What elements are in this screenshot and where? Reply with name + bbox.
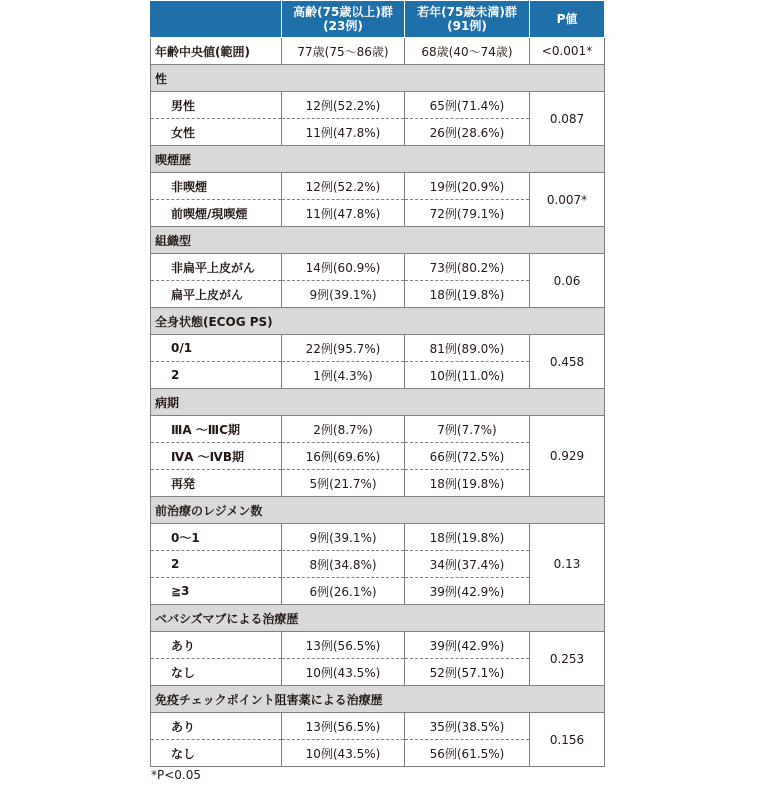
section-title: 喫煙歴: [151, 146, 605, 173]
table-row: [151, 416, 605, 443]
young-group-value: 10例(11.0%): [405, 362, 530, 389]
section-title: 病期: [151, 389, 605, 416]
table-row: [151, 524, 605, 551]
old-group-value: 16例(69.6%): [282, 443, 405, 470]
row-label: 女性: [151, 119, 282, 146]
young-group-value: 73例(80.2%): [405, 254, 530, 281]
old-group-value: 14例(60.9%): [282, 254, 405, 281]
section-header-row: [151, 497, 605, 524]
old-group-value: 8例(34.8%): [282, 551, 405, 578]
age-p: <0.001*: [530, 38, 605, 65]
young-group-value: 18例(19.8%): [405, 470, 530, 497]
young-group-value: 52例(57.1%): [405, 659, 530, 686]
p-value: 0.06: [530, 254, 605, 308]
section-header-row: [151, 308, 605, 335]
row-label: ⅢA 〜ⅢC期: [151, 416, 282, 443]
old-group-value: 9例(39.1%): [282, 524, 405, 551]
section-title: 性: [151, 65, 605, 92]
table-row: [151, 713, 605, 740]
row-label: 非扁平上皮がん: [151, 254, 282, 281]
young-group-value: 34例(37.4%): [405, 551, 530, 578]
row-label: 2: [151, 551, 282, 578]
young-group-value: 56例(61.5%): [405, 740, 530, 767]
row-label: なし: [151, 659, 282, 686]
row-label: 扁平上皮がん: [151, 281, 282, 308]
young-group-value: 66例(72.5%): [405, 443, 530, 470]
section-title: 免疫チェックポイント阻害薬による治療歴: [151, 686, 605, 713]
p-value: 0.253: [530, 632, 605, 686]
section-title: ベバシズマブによる治療歴: [151, 605, 605, 632]
old-group-value: 11例(47.8%): [282, 200, 405, 227]
row-label: 再発: [151, 470, 282, 497]
old-group-value: 2例(8.7%): [282, 416, 405, 443]
young-group-value: 35例(38.5%): [405, 713, 530, 740]
old-group-value: 12例(52.2%): [282, 173, 405, 200]
young-group-value: 18例(19.8%): [405, 281, 530, 308]
row-label: あり: [151, 713, 282, 740]
age-young: 68歳(40〜74歳): [405, 38, 530, 65]
old-group-value: 10例(43.5%): [282, 740, 405, 767]
young-group-value: 18例(19.8%): [405, 524, 530, 551]
table-row: [151, 632, 605, 659]
old-group-value: 13例(56.5%): [282, 632, 405, 659]
footnote: *P<0.05: [151, 768, 202, 782]
p-value: 0.007*: [530, 173, 605, 227]
section-header-row: [151, 389, 605, 416]
age-label: 年齢中央値(範囲): [151, 38, 282, 65]
row-label: 2: [151, 362, 282, 389]
section-title: 前治療のレジメン数: [151, 497, 605, 524]
header-young-group: 若年(75歳未満)群 (91例): [405, 1, 530, 38]
row-label: ⅣA 〜ⅣB期: [151, 443, 282, 470]
row-label: 0/1: [151, 335, 282, 362]
section-title: 組織型: [151, 227, 605, 254]
old-group-value: 11例(47.8%): [282, 119, 405, 146]
header-p-value: P値: [530, 1, 605, 38]
baseline-characteristics-table-wrapper: [150, 0, 604, 767]
old-group-value: 9例(39.1%): [282, 281, 405, 308]
baseline-characteristics-table: [150, 0, 605, 767]
old-group-value: 13例(56.5%): [282, 713, 405, 740]
old-group-value: 10例(43.5%): [282, 659, 405, 686]
table-row: [151, 173, 605, 200]
section-header-row: [151, 146, 605, 173]
row-label: あり: [151, 632, 282, 659]
row-label: 非喫煙: [151, 173, 282, 200]
young-group-value: 72例(79.1%): [405, 200, 530, 227]
young-group-value: 39例(42.9%): [405, 632, 530, 659]
old-group-value: 1例(4.3%): [282, 362, 405, 389]
young-group-value: 81例(89.0%): [405, 335, 530, 362]
age-old: 77歳(75〜86歳): [282, 38, 405, 65]
header-old-group: 高齢(75歳以上)群 (23例): [282, 1, 405, 38]
header-corner: [151, 1, 282, 38]
p-value: 0.156: [530, 713, 605, 767]
young-group-value: 65例(71.4%): [405, 92, 530, 119]
p-value: 0.13: [530, 524, 605, 605]
young-group-value: 7例(7.7%): [405, 416, 530, 443]
table-row: [151, 254, 605, 281]
table-header-row: [151, 1, 605, 38]
age-row: [151, 38, 605, 65]
section-header-row: [151, 605, 605, 632]
young-group-value: 26例(28.6%): [405, 119, 530, 146]
section-header-row: [151, 227, 605, 254]
p-value: 0.929: [530, 416, 605, 497]
section-header-row: [151, 686, 605, 713]
old-group-value: 6例(26.1%): [282, 578, 405, 605]
table-row: [151, 92, 605, 119]
table-row: [151, 335, 605, 362]
section-title: 全身状態(ECOG PS): [151, 308, 605, 335]
p-value: 0.087: [530, 92, 605, 146]
row-label: 0〜1: [151, 524, 282, 551]
row-label: ≧3: [151, 578, 282, 605]
p-value: 0.458: [530, 335, 605, 389]
section-header-row: [151, 65, 605, 92]
row-label: なし: [151, 740, 282, 767]
young-group-value: 19例(20.9%): [405, 173, 530, 200]
old-group-value: 22例(95.7%): [282, 335, 405, 362]
old-group-value: 12例(52.2%): [282, 92, 405, 119]
row-label: 前喫煙/現喫煙: [151, 200, 282, 227]
row-label: 男性: [151, 92, 282, 119]
old-group-value: 5例(21.7%): [282, 470, 405, 497]
young-group-value: 39例(42.9%): [405, 578, 530, 605]
